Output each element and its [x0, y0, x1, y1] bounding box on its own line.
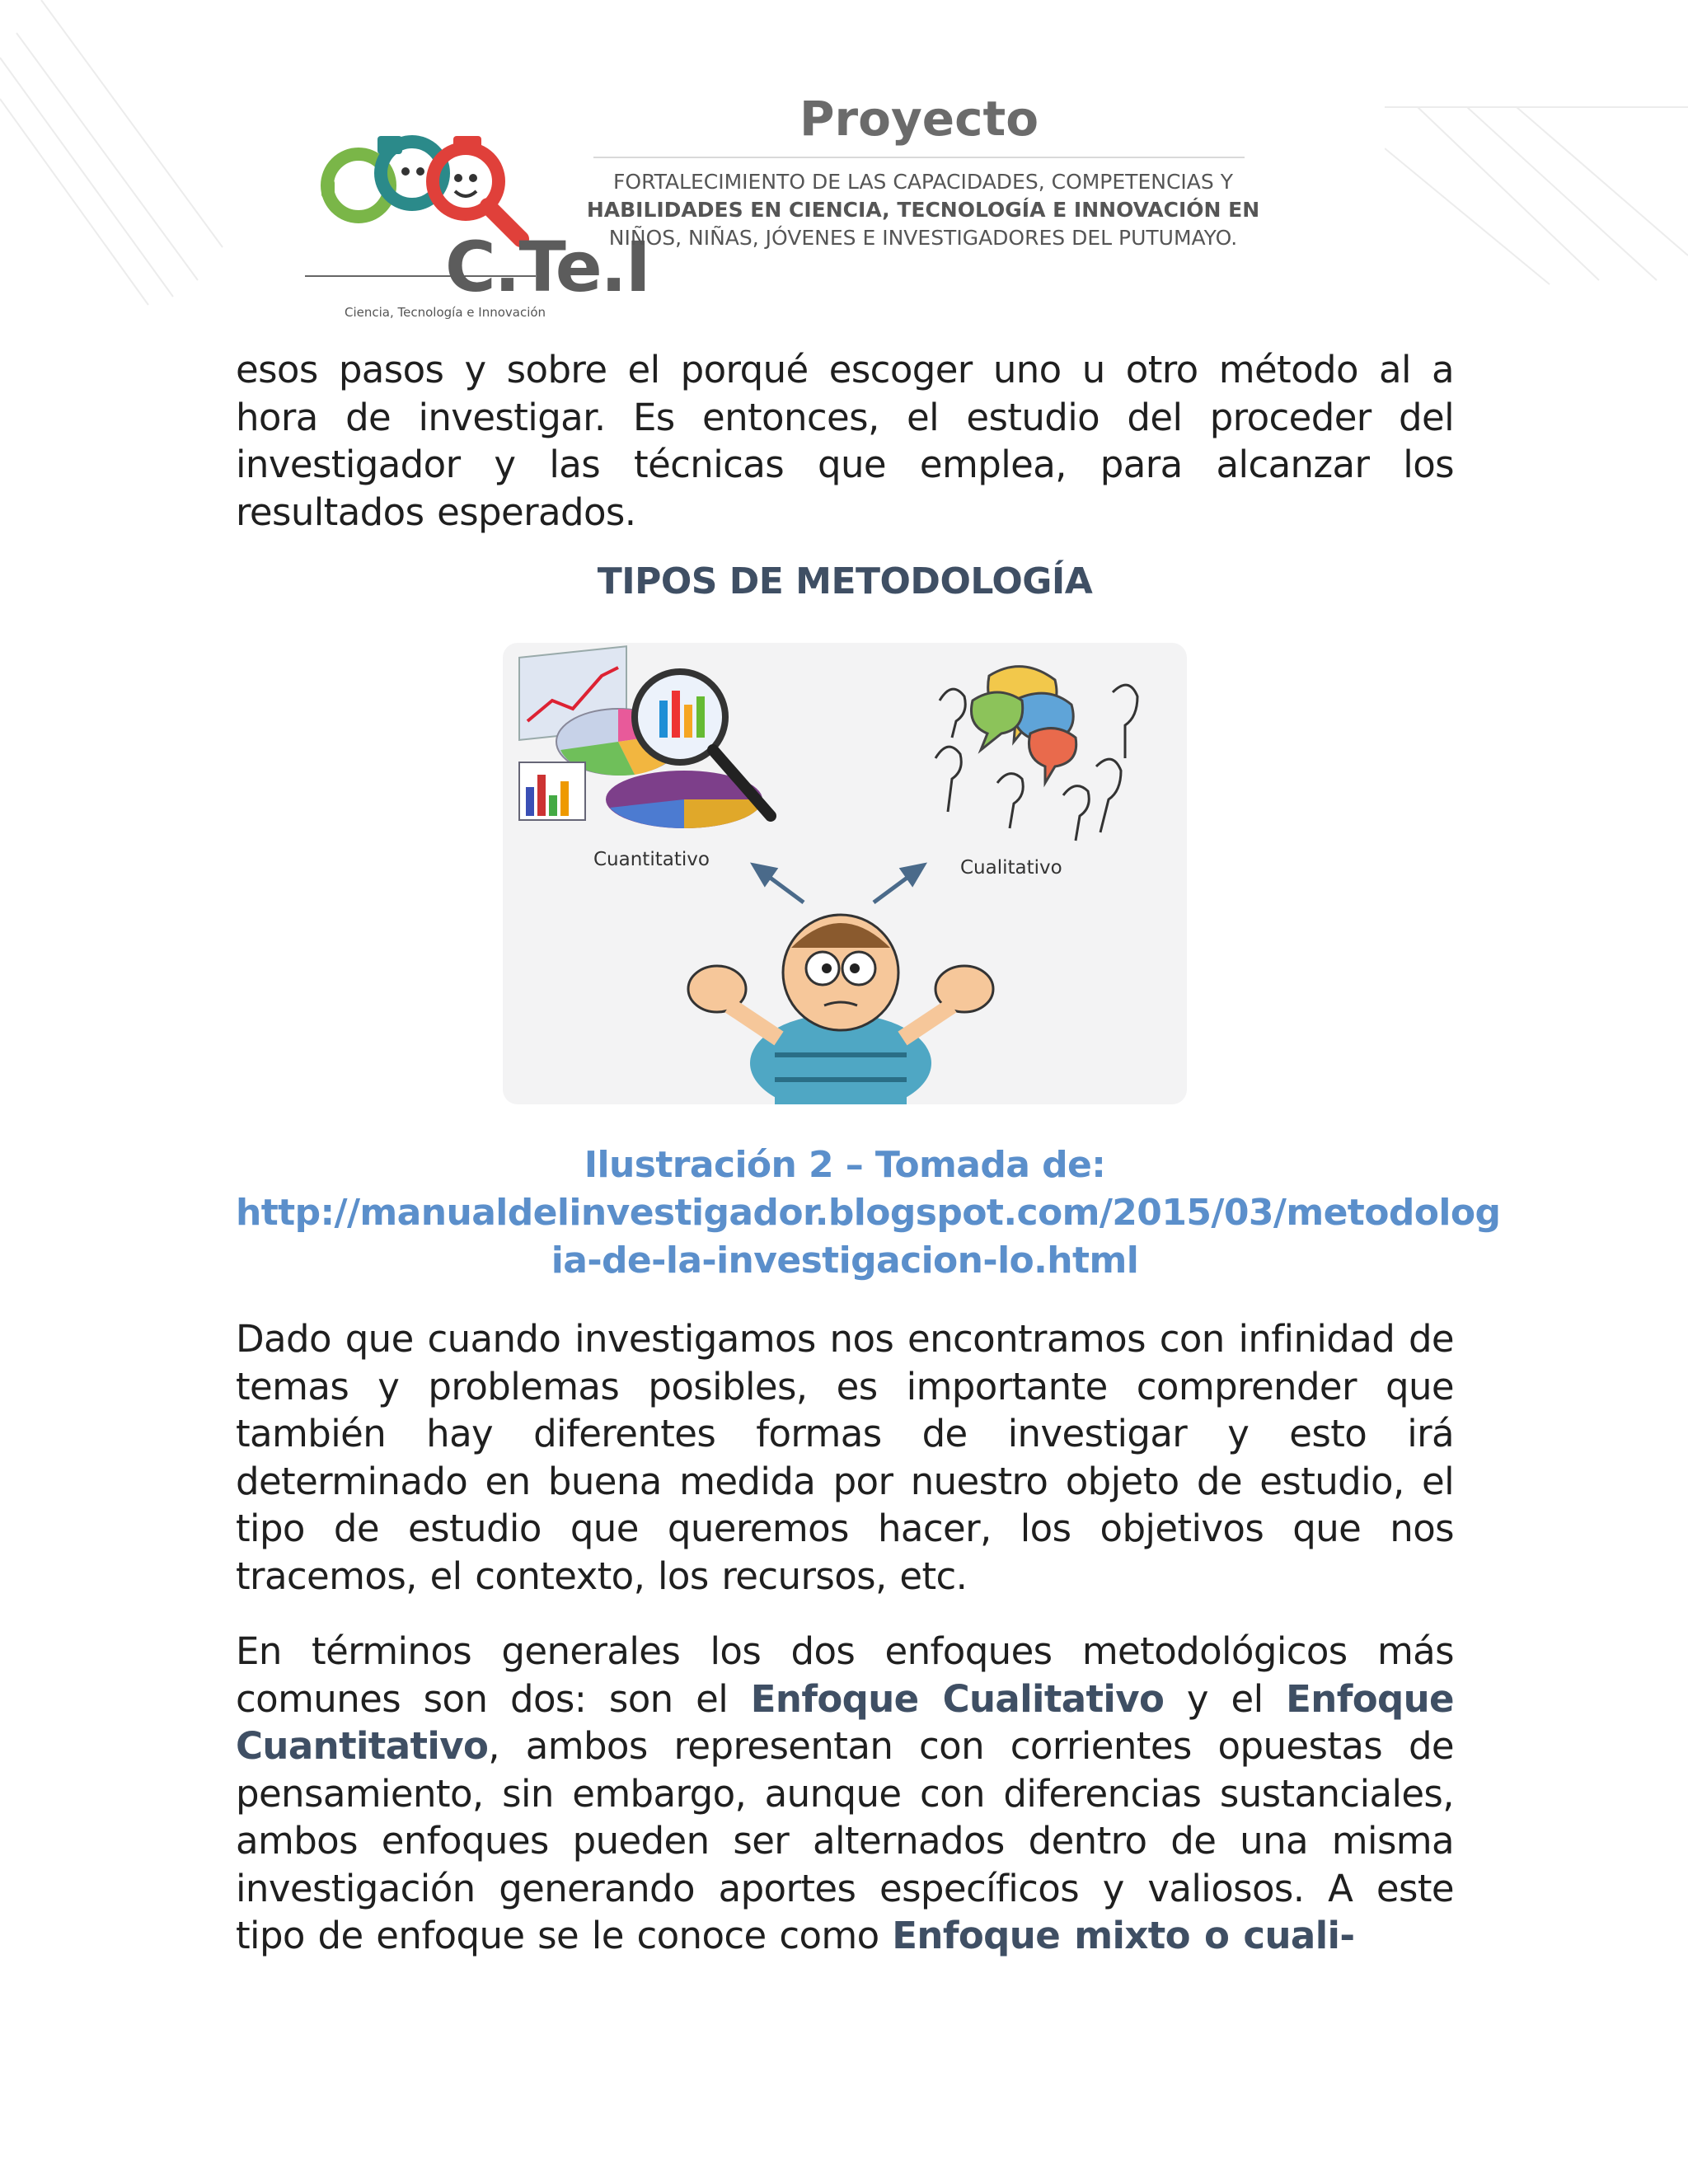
caption-line-1: Ilustración 2 – Tomada de: [584, 1144, 1106, 1186]
paragraph-3-text: En términos generales los dos enfoques metodológicos más comunes son dos: son el [236, 1629, 1454, 1721]
qualitative-label: Cualitativo [960, 857, 1062, 879]
section-title: TIPOS DE METODOLOGÍA [597, 560, 1093, 602]
quantitative-charts-icon [519, 646, 771, 828]
project-subtitle-line: FORTALECIMIENTO DE LAS CAPACIDADES, COMPETENCIAS Y [613, 170, 1233, 194]
confused-person-icon [688, 915, 993, 1104]
paragraph-3 [236, 1628, 1454, 1960]
arrows-icon [754, 865, 923, 902]
project-subtitle-line: HABILIDADES EN CIENCIA, TECNOLOGÍA E INNOVACIÓN EN [586, 198, 1260, 222]
paragraph-1-block [236, 346, 1454, 536]
decorative-lines-top-left [0, 0, 231, 313]
qualitative-people-icon [935, 667, 1137, 841]
project-subtitle-line: NIÑOS, NIÑAS, JÓVENES E INVESTIGADORES DEL PUTUMAYO. [608, 226, 1238, 250]
paragraph-3-text: , ambos representan con corrientes opuestas de pensamiento, sin embargo, aunque con diferencias sustanciales, ambos enfoques pueden ser alternados dentro de una misma investigación generando aportes específicos y valiosos. A este tipo de enfoque se le conoce como [236, 1724, 1454, 1957]
paragraph-3-block [236, 1628, 1454, 1960]
paragraph-2-block [236, 1315, 1454, 1600]
logo-text: C.Te.I [445, 227, 649, 307]
caption-link[interactable]: http://manualdelinvestigador.blogspot.com/2015/03/metodolog [236, 1192, 1501, 1234]
document-header [305, 58, 1294, 330]
illustration-caption [236, 1141, 1501, 1285]
paragraph-3-text: y el [1164, 1676, 1287, 1721]
quantitative-label: Cuantitativo [593, 849, 710, 870]
highlight-qualitative: Enfoque Cualitativo [750, 1676, 1165, 1721]
project-subtitle [585, 168, 1261, 252]
highlight-mixed: Enfoque mixto o cuali- [892, 1914, 1355, 1957]
highlight-quantitative: Enfoque Cuantitativo [236, 1676, 1454, 1768]
caption-link-continued[interactable]: ia-de-la-investigacion-lo.html [551, 1240, 1139, 1282]
methodology-illustration [503, 643, 1187, 1104]
paragraph-2: Dado que cuando investigamos nos encontramos con infinidad de temas y problemas posibles, es importante comprender que también hay diferentes formas de investigar y esto irá determinado en buena medida por nuestro objeto de estudio, el tipo de estudio que queremos hacer, los objetivos que nos tracemos, el contexto, los recursos, etc. [236, 1317, 1454, 1598]
illustration-drawing [503, 643, 1187, 1104]
paragraph-1: esos pasos y sobre el porqué escoger uno u otro método al a hora de investigar. Es entonces, el estudio del proceder del investigador y las técnicas que emplea, para alcanzar los resultados esperados. [236, 348, 1454, 534]
logo-subtitle: Ciencia, Tecnología e Innovación [345, 305, 546, 320]
project-title: Proyecto [799, 91, 1039, 147]
decorative-lines-top-right [1385, 91, 1688, 288]
header-divider [593, 157, 1245, 158]
